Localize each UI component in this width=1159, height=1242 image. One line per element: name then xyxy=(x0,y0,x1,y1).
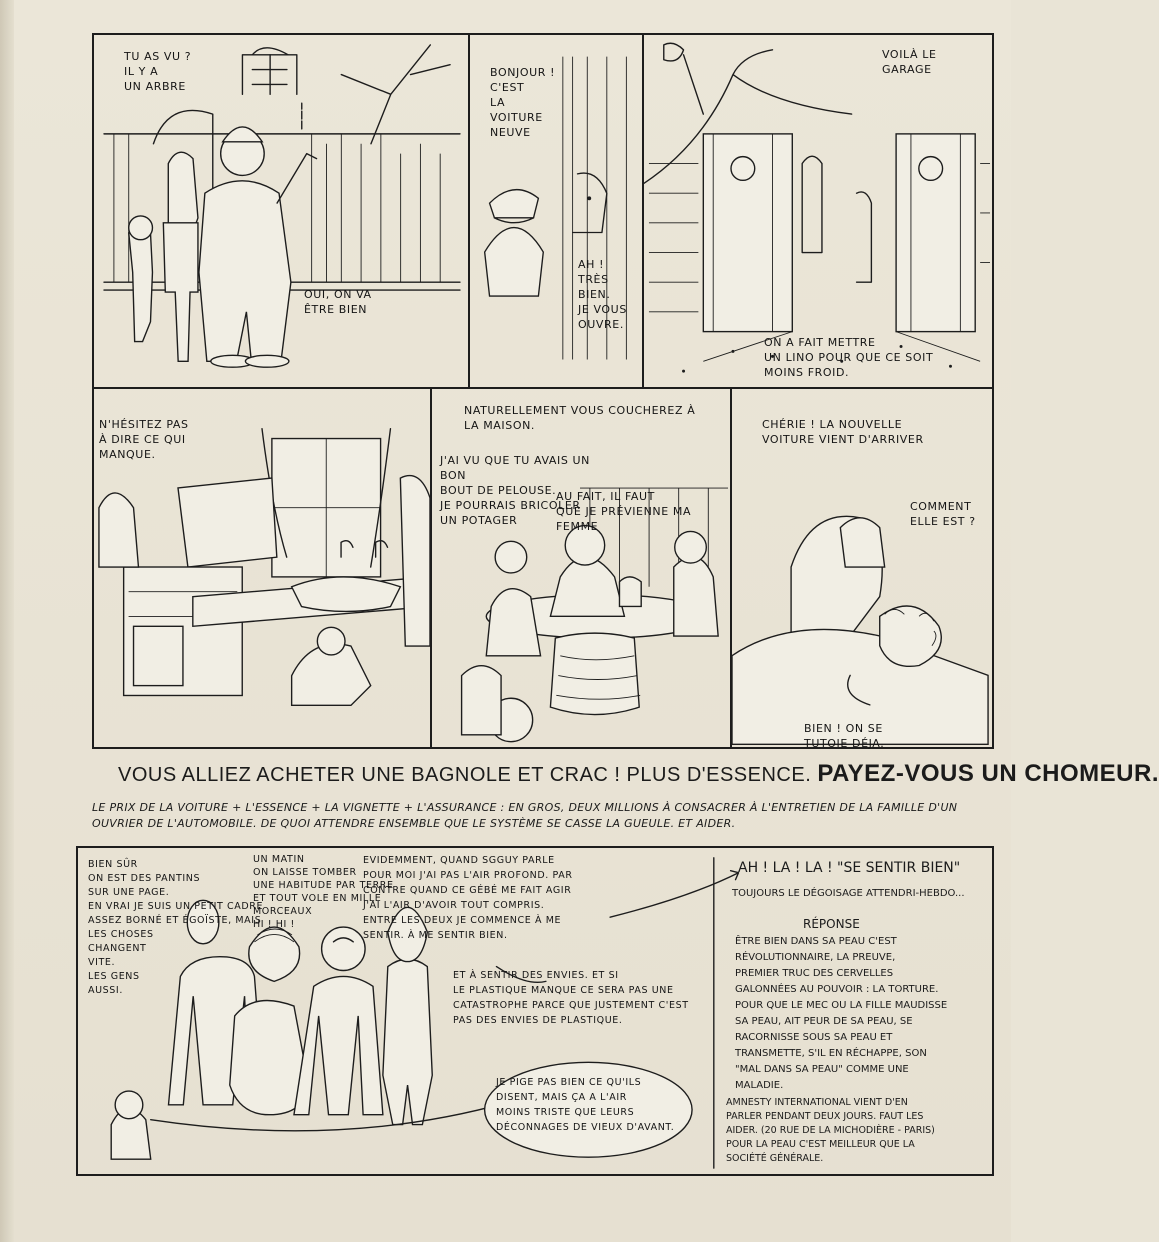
panel-bedroom xyxy=(730,387,994,749)
bottom-left-text: BIEN SÛR ON EST DES PANTINS SUR UNE PAGE. EN VRAI JE SUIS UN PETIT CADRE ASSEZ BORNÉ ET ÉGOÏSTE, MAIS LES CHOSES CHANGENT VITE. LES GENS AUSSI. xyxy=(88,859,264,996)
speech-comment-elle-est: COMMENT ELLE EST ? xyxy=(910,500,976,528)
headline-part2: PAYEZ-VOUS UN CHOMEUR. xyxy=(817,760,1159,787)
speech-bien-on-se-tutoie: BIEN ! ON SE TUTOIE DÉJA. xyxy=(804,722,885,750)
panel-table-scene xyxy=(430,387,732,749)
speech-oui-on-va-etre-bien: OUI, ON VA ÊTRE BIEN xyxy=(304,288,372,316)
bottom-mid-text: UN MATIN ON LAISSE TOMBER UNE HABITUDE PAR TERRE ET TOUT VOLE EN MILLE MORCEAUX HI ! HI ! xyxy=(253,854,394,930)
response-body-1: ÊTRE BIEN DANS SA PEAU C'EST RÉVOLUTIONNAIRE, LA PREUVE, PREMIER TRUC DES CERVELLES GALONNÉES AU POUVOIR : LA TORTURE. POUR QUE LE MEC OU LA FILLE MAUDISSE SA PEAU, AIT PEUR DE SA PEAU, SE RACORNISSE SOUS SA PEAU ET TRANSMETTE, S'IL EN RÉCHAPPE, SON "MAL DANS SA PEAU" COMME UNE MALADIE. xyxy=(735,936,948,1091)
panel-house-arrival xyxy=(92,33,470,389)
headline xyxy=(118,760,1159,788)
speech-naturellement: NATURELLEMENT VOUS COUCHEREZ À LA MAISON. xyxy=(464,404,696,432)
speech-bonjour: BONJOUR ! C'EST LA VOITURE NEUVE xyxy=(490,66,556,139)
headline-part1: VOUS ALLIEZ ACHETER UNE BAGNOLE ET CRAC ! PLUS D'ESSENCE. xyxy=(118,764,812,786)
panel-door-greeting xyxy=(468,33,644,389)
speech-tu-as-vu: TU AS VU ? IL Y A UN ARBRE xyxy=(124,50,192,93)
page-gutter xyxy=(0,0,14,1242)
panel-garage xyxy=(642,33,994,389)
speech-lino: ON A FAIT METTRE UN LINO POUR QUE CE SOIT MOINS FROID. xyxy=(764,336,934,379)
panel-kitchen xyxy=(92,387,432,749)
envies-text: ET À SENTIR DES ENVIES. ET SI LE PLASTIQUE MANQUE CE SERA PAS UNE CATASTROPHE PARCE QUE JUSTEMENT C'EST PAS DES ENVIES DE PLASTIQUE. xyxy=(453,970,689,1026)
speech-nhesitez-pas: N'HÉSITEZ PAS À DIRE CE QUI MANQUE. xyxy=(99,418,189,461)
response-subtitle: TOUJOURS LE DÉGOISAGE ATTENDRI-HEBDO... xyxy=(732,888,965,899)
subline: LE PRIX DE LA VOITURE + L'ESSENCE + LA VIGNETTE + L'ASSURANCE : EN GROS, DEUX MILLIONS À CONSACRER À L'ENTRETIEN DE LA FAMILLE D'UN OUVRIER DE L'AUTOMOBILE. DE QUOI ATTENDRE ENSEMBLE QUE LE SYSTÈME SE CASSE LA GUEULE. ET AIDER. xyxy=(92,801,958,830)
response-heading: RÉPONSE xyxy=(803,917,860,931)
response-body-2: AMNESTY INTERNATIONAL VIENT D'EN PARLER PENDANT DEUX JOURS. FAUT LES AIDER. (20 RUE DE LA MICHODIÈRE - PARIS) POUR LA PEAU C'EST MEILLEUR QUE LA SOCIÉTÉ GÉNÉRALE. xyxy=(726,1097,935,1164)
bottom-right-text: EVIDEMMENT, QUAND SGGUY PARLE POUR MOI J'AI PAS L'AIR PROFOND. PAR CONTRE QUAND CE GÉBÉ ME FAIT AGIR J'AI L'AIR D'AVOIR TOUT COMPRIS. ENTRE LES DEUX JE COMMENCE À ME SENTIR. À ME SENTIR BIEN. xyxy=(363,855,573,941)
child-balloon-text: JE PIGE PAS BIEN CE QU'ILS DISENT, MAIS ÇA A L'AIR MOINS TRISTE QUE LEURS DÉCONNAGES DE VIEUX D'AVANT. xyxy=(496,1077,675,1133)
speech-ah-tres-bien: AH ! TRÈS BIEN. JE VOUS OUVRE. xyxy=(578,258,627,331)
speech-prevenir-femme: AU FAIT, IL FAUT QUE JE PRÉVIENNE MA FEMME xyxy=(556,490,692,533)
speech-bout-de-pelouse: J'AI VU QUE TU AVAIS UN BON BOUT DE PELOUSE. JE POURRAIS BRICOLER UN POTAGER xyxy=(440,454,590,527)
table-scene-drawing xyxy=(432,389,730,747)
speech-cherie: CHÉRIE ! LA NOUVELLE VOITURE VIENT D'ARRIVER xyxy=(762,418,924,446)
panel-bottom-characters xyxy=(76,846,994,1176)
speech-voila-le-garage: VOILÀ LE GARAGE xyxy=(882,48,937,76)
response-title: AH ! LA ! LA ! "SE SENTIR BIEN" xyxy=(738,860,961,876)
